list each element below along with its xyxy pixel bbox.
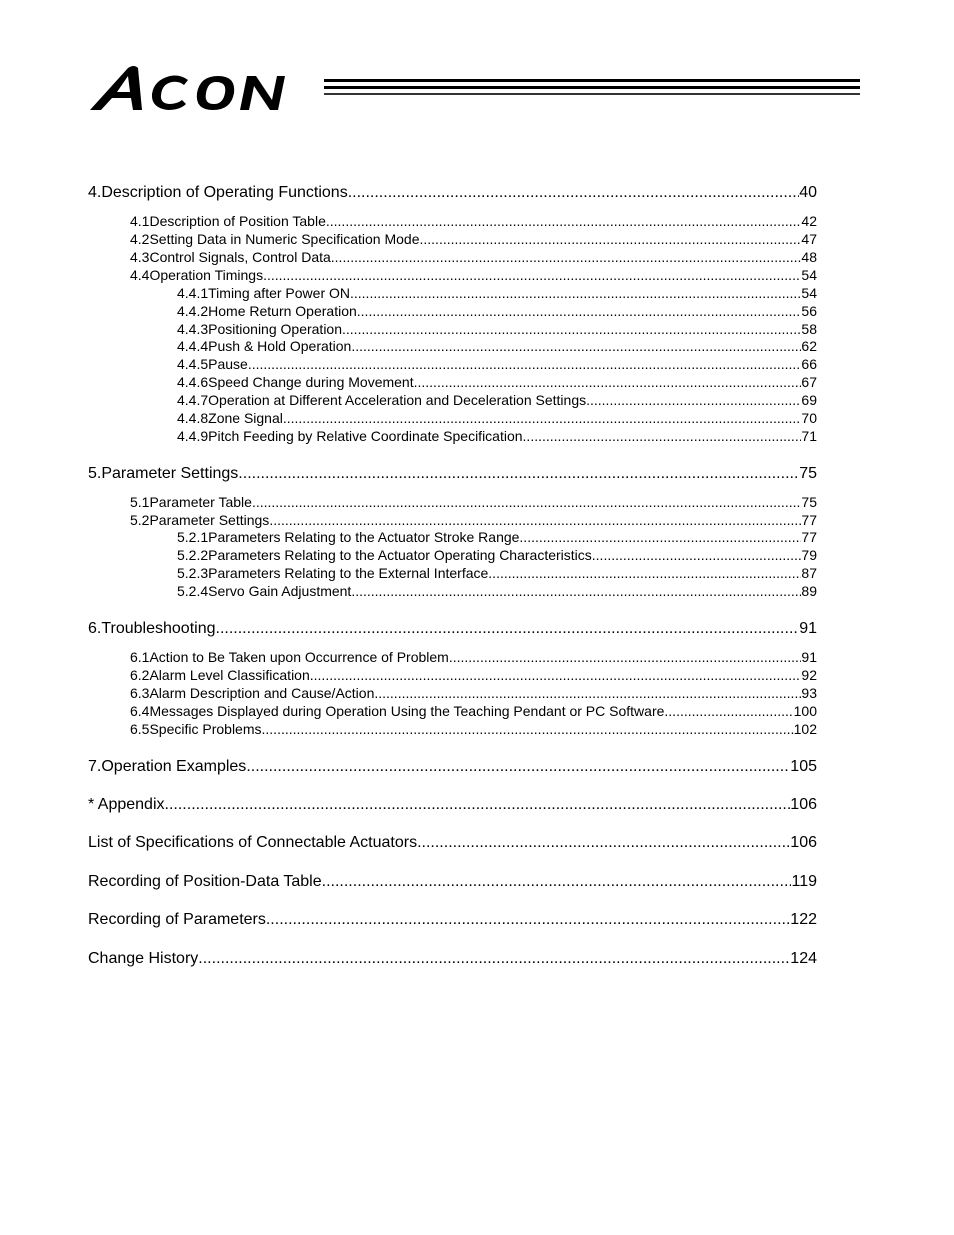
toc-leader-dots — [374, 685, 801, 701]
toc-entry-number: 4.1 — [130, 213, 150, 229]
toc-entry-title: Positioning Operation — [208, 321, 343, 337]
toc-entry-title: List of Specifications of Connectable Actuators — [88, 834, 418, 851]
toc-entry-number: 4.4.3 — [177, 321, 209, 337]
toc-entry-title: Speed Change during Movement — [208, 374, 414, 390]
toc-entry-page: 77 — [801, 512, 817, 528]
toc-leader-dots — [357, 303, 802, 319]
toc-entry-page: 69 — [801, 392, 817, 408]
toc-entry[interactable] — [88, 547, 817, 563]
toc-leader-dots — [664, 703, 793, 719]
toc-entry-page: 58 — [801, 321, 817, 337]
toc-entry-title: Push & Hold Operation — [208, 338, 352, 354]
toc-entry-number: 4.3 — [130, 249, 150, 265]
toc-entry-title: Parameter Settings — [149, 512, 270, 528]
toc-entry-page: 106 — [790, 796, 817, 813]
toc-entry-number: 4.4.6 — [177, 374, 209, 390]
toc-entry-title: Recording of Parameters — [88, 911, 266, 928]
toc-entry-page: 54 — [801, 285, 817, 301]
toc-entry-title: Timing after Power ON — [208, 285, 350, 301]
toc-entry-number: 5.2 — [130, 512, 150, 528]
toc-entry[interactable] — [88, 583, 817, 599]
toc-entry-title: * Appendix — [88, 796, 165, 813]
toc-leader-dots — [523, 428, 802, 444]
toc-leader-dots — [283, 410, 802, 426]
toc-entry-title: Pause — [208, 356, 248, 372]
toc-entry[interactable] — [88, 249, 817, 265]
toc-entry-page: 70 — [801, 410, 817, 426]
toc-entry-title: Messages Displayed during Operation Using the Teaching Pendant or PC Software — [149, 703, 665, 719]
toc-entry[interactable] — [88, 428, 817, 444]
toc-entry[interactable] — [88, 321, 817, 337]
toc-entry-title: Alarm Description and Cause/Action — [149, 685, 375, 701]
toc-entry-number: 7. — [88, 758, 102, 775]
toc-entry-number: 4. — [88, 184, 102, 201]
toc-leader-dots — [165, 796, 791, 814]
toc-entry[interactable] — [88, 267, 817, 283]
toc-entry-title: Parameters Relating to the Actuator Operating Characteristics — [208, 547, 592, 563]
toc-leader-dots — [342, 321, 801, 337]
toc-entry[interactable] — [88, 184, 817, 202]
toc-entry-number: 4.2 — [130, 231, 150, 247]
toc-entry-title: Parameters Relating to the Actuator Stroke Range — [208, 529, 520, 545]
toc-entry-number: 6.3 — [130, 685, 150, 701]
toc-entry-number: 5.2.2 — [177, 547, 209, 563]
toc-entry-title: Operation Timings — [149, 267, 264, 283]
toc-leader-dots — [586, 392, 801, 408]
toc-entry-title: Description of Position Table — [149, 213, 326, 229]
toc-entry-number: 6.2 — [130, 667, 150, 683]
toc-leader-dots — [519, 529, 801, 545]
toc-leader-dots — [348, 184, 800, 202]
toc-entry-title: Troubleshooting — [101, 620, 216, 637]
toc-leader-dots — [350, 285, 801, 301]
toc-entry-page: 106 — [790, 834, 817, 851]
toc-leader-dots — [592, 547, 802, 563]
toc-entry[interactable] — [88, 950, 817, 968]
toc-leader-dots — [414, 374, 802, 390]
toc-entry-page: 102 — [793, 721, 817, 737]
toc-entry-number: 6. — [88, 620, 102, 637]
toc-leader-dots — [266, 911, 790, 929]
toc-entry-number: 4.4 — [130, 267, 150, 283]
toc-entry[interactable] — [88, 721, 817, 737]
toc-leader-dots — [322, 873, 792, 891]
toc-entry-page: 40 — [799, 184, 817, 201]
toc-entry-page: 75 — [799, 465, 817, 482]
toc-entry-page: 87 — [801, 565, 817, 581]
toc-entry[interactable] — [88, 465, 817, 483]
toc-entry-page: 100 — [793, 703, 817, 719]
toc-entry[interactable] — [88, 512, 817, 528]
toc-entry[interactable] — [88, 873, 817, 891]
toc-entry[interactable] — [88, 529, 817, 545]
toc-leader-dots — [198, 950, 790, 968]
toc-entry[interactable] — [88, 231, 817, 247]
toc-entry-page: 54 — [801, 267, 817, 283]
toc-entry-number: 6.5 — [130, 721, 150, 737]
toc-entry-title: Alarm Level Classification — [149, 667, 310, 683]
toc-entry[interactable] — [88, 374, 817, 390]
toc-entry-title: Description of Operating Functions — [101, 184, 348, 201]
toc-entry[interactable] — [88, 703, 817, 719]
toc-entry-title: Servo Gain Adjustment — [208, 583, 352, 599]
toc-entry-number: 6.1 — [130, 649, 150, 665]
toc-leader-dots — [351, 338, 801, 354]
toc-entry-number: 5.2.4 — [177, 583, 209, 599]
toc-entry-page: 56 — [801, 303, 817, 319]
toc-entry-number: 5.2.3 — [177, 565, 209, 581]
toc-entry-page: 67 — [801, 374, 817, 390]
toc-entry[interactable] — [88, 649, 817, 665]
toc-entry[interactable] — [88, 667, 817, 683]
toc-entry-page: 42 — [801, 213, 817, 229]
toc-entry-number: 4.4.8 — [177, 410, 209, 426]
toc-entry-page: 122 — [790, 911, 817, 928]
toc-entry-title: Action to Be Taken upon Occurrence of Problem — [149, 649, 449, 665]
toc-leader-dots — [269, 512, 801, 528]
toc-entry-title: Parameter Table — [149, 494, 252, 510]
toc-entry-title: Zone Signal — [208, 410, 283, 426]
toc-entry-number: 4.4.7 — [177, 392, 209, 408]
toc-entry[interactable] — [88, 834, 817, 852]
toc-leader-dots — [449, 649, 802, 665]
toc-entry-page: 77 — [801, 529, 817, 545]
toc-entry-title: Recording of Position-Data Table — [88, 873, 322, 890]
toc-entry[interactable] — [88, 796, 817, 814]
toc-entry[interactable] — [88, 494, 817, 510]
toc-entry-page: 47 — [801, 231, 817, 247]
toc-entry-title: Home Return Operation — [208, 303, 357, 319]
toc-entry-number: 4.4.9 — [177, 428, 209, 444]
toc-entry-page: 48 — [801, 249, 817, 265]
toc-entry-page: 93 — [801, 685, 817, 701]
toc-leader-dots — [351, 583, 801, 599]
toc-entry-page: 71 — [801, 428, 817, 444]
toc-leader-dots — [417, 834, 790, 852]
toc-entry-page: 66 — [801, 356, 817, 372]
toc-entry[interactable] — [88, 685, 817, 701]
toc-entry-number: 4.4.2 — [177, 303, 209, 319]
toc-entry-number: 5. — [88, 465, 102, 482]
toc-entry-page: 105 — [790, 758, 817, 775]
toc-entry-page: 79 — [801, 547, 817, 563]
toc-leader-dots — [326, 213, 802, 229]
toc-entry[interactable] — [88, 356, 817, 372]
toc-entry[interactable] — [88, 213, 817, 229]
toc-leader-dots — [216, 620, 800, 638]
toc-entry-page: 124 — [790, 950, 817, 967]
toc-entry-title: Specific Problems — [149, 721, 262, 737]
toc-leader-dots — [488, 565, 801, 581]
toc-entry-number: 5.1 — [130, 494, 150, 510]
toc-leader-dots — [238, 465, 799, 483]
toc-entry-page: 92 — [801, 667, 817, 683]
toc-entry-page: 89 — [801, 583, 817, 599]
toc-entry-number: 4.4.1 — [177, 285, 209, 301]
toc-entry-number: 5.2.1 — [177, 529, 209, 545]
toc-entry-page: 62 — [801, 338, 817, 354]
toc-entry-title: Control Signals, Control Data — [149, 249, 331, 265]
toc-entry[interactable] — [88, 620, 817, 638]
toc-leader-dots — [246, 758, 790, 776]
toc-entry-page: 91 — [801, 649, 817, 665]
toc-leader-dots — [262, 721, 794, 737]
toc-leader-dots — [263, 267, 801, 283]
toc-entry-number: 4.4.5 — [177, 356, 209, 372]
header-rule — [324, 79, 860, 95]
page-header — [88, 62, 860, 118]
toc-entry-title: Parameters Relating to the External Interface — [208, 565, 489, 581]
toc-entry-page: 75 — [801, 494, 817, 510]
toc-leader-dots — [248, 356, 802, 372]
toc-entry[interactable] — [88, 392, 817, 408]
toc-leader-dots — [252, 494, 801, 510]
toc-entry[interactable] — [88, 758, 817, 776]
toc-entry-number: 4.4.4 — [177, 338, 209, 354]
toc-leader-dots — [420, 231, 802, 247]
toc-entry-page: 91 — [799, 620, 817, 637]
toc-entry-title: Operation Examples — [101, 758, 247, 775]
toc-entry[interactable] — [88, 303, 817, 319]
toc-entry-title: Change History — [88, 950, 199, 967]
toc-entry-title: Operation at Different Acceleration and Deceleration Settings — [208, 392, 587, 408]
toc-entry[interactable] — [88, 911, 817, 929]
toc-entry[interactable] — [88, 338, 817, 354]
toc-entry[interactable] — [88, 410, 817, 426]
toc-leader-dots — [310, 667, 802, 683]
toc-entry-title: Parameter Settings — [101, 465, 239, 482]
acon-logo — [88, 62, 324, 114]
toc-entry-number: 6.4 — [130, 703, 150, 719]
toc-entry-page: 119 — [791, 873, 817, 890]
toc-entry-title: Setting Data in Numeric Specification Mode — [149, 231, 420, 247]
toc-entry[interactable] — [88, 285, 817, 301]
toc-entry[interactable] — [88, 565, 817, 581]
toc-entry-title: Pitch Feeding by Relative Coordinate Specification — [208, 428, 523, 444]
toc-leader-dots — [331, 249, 802, 265]
